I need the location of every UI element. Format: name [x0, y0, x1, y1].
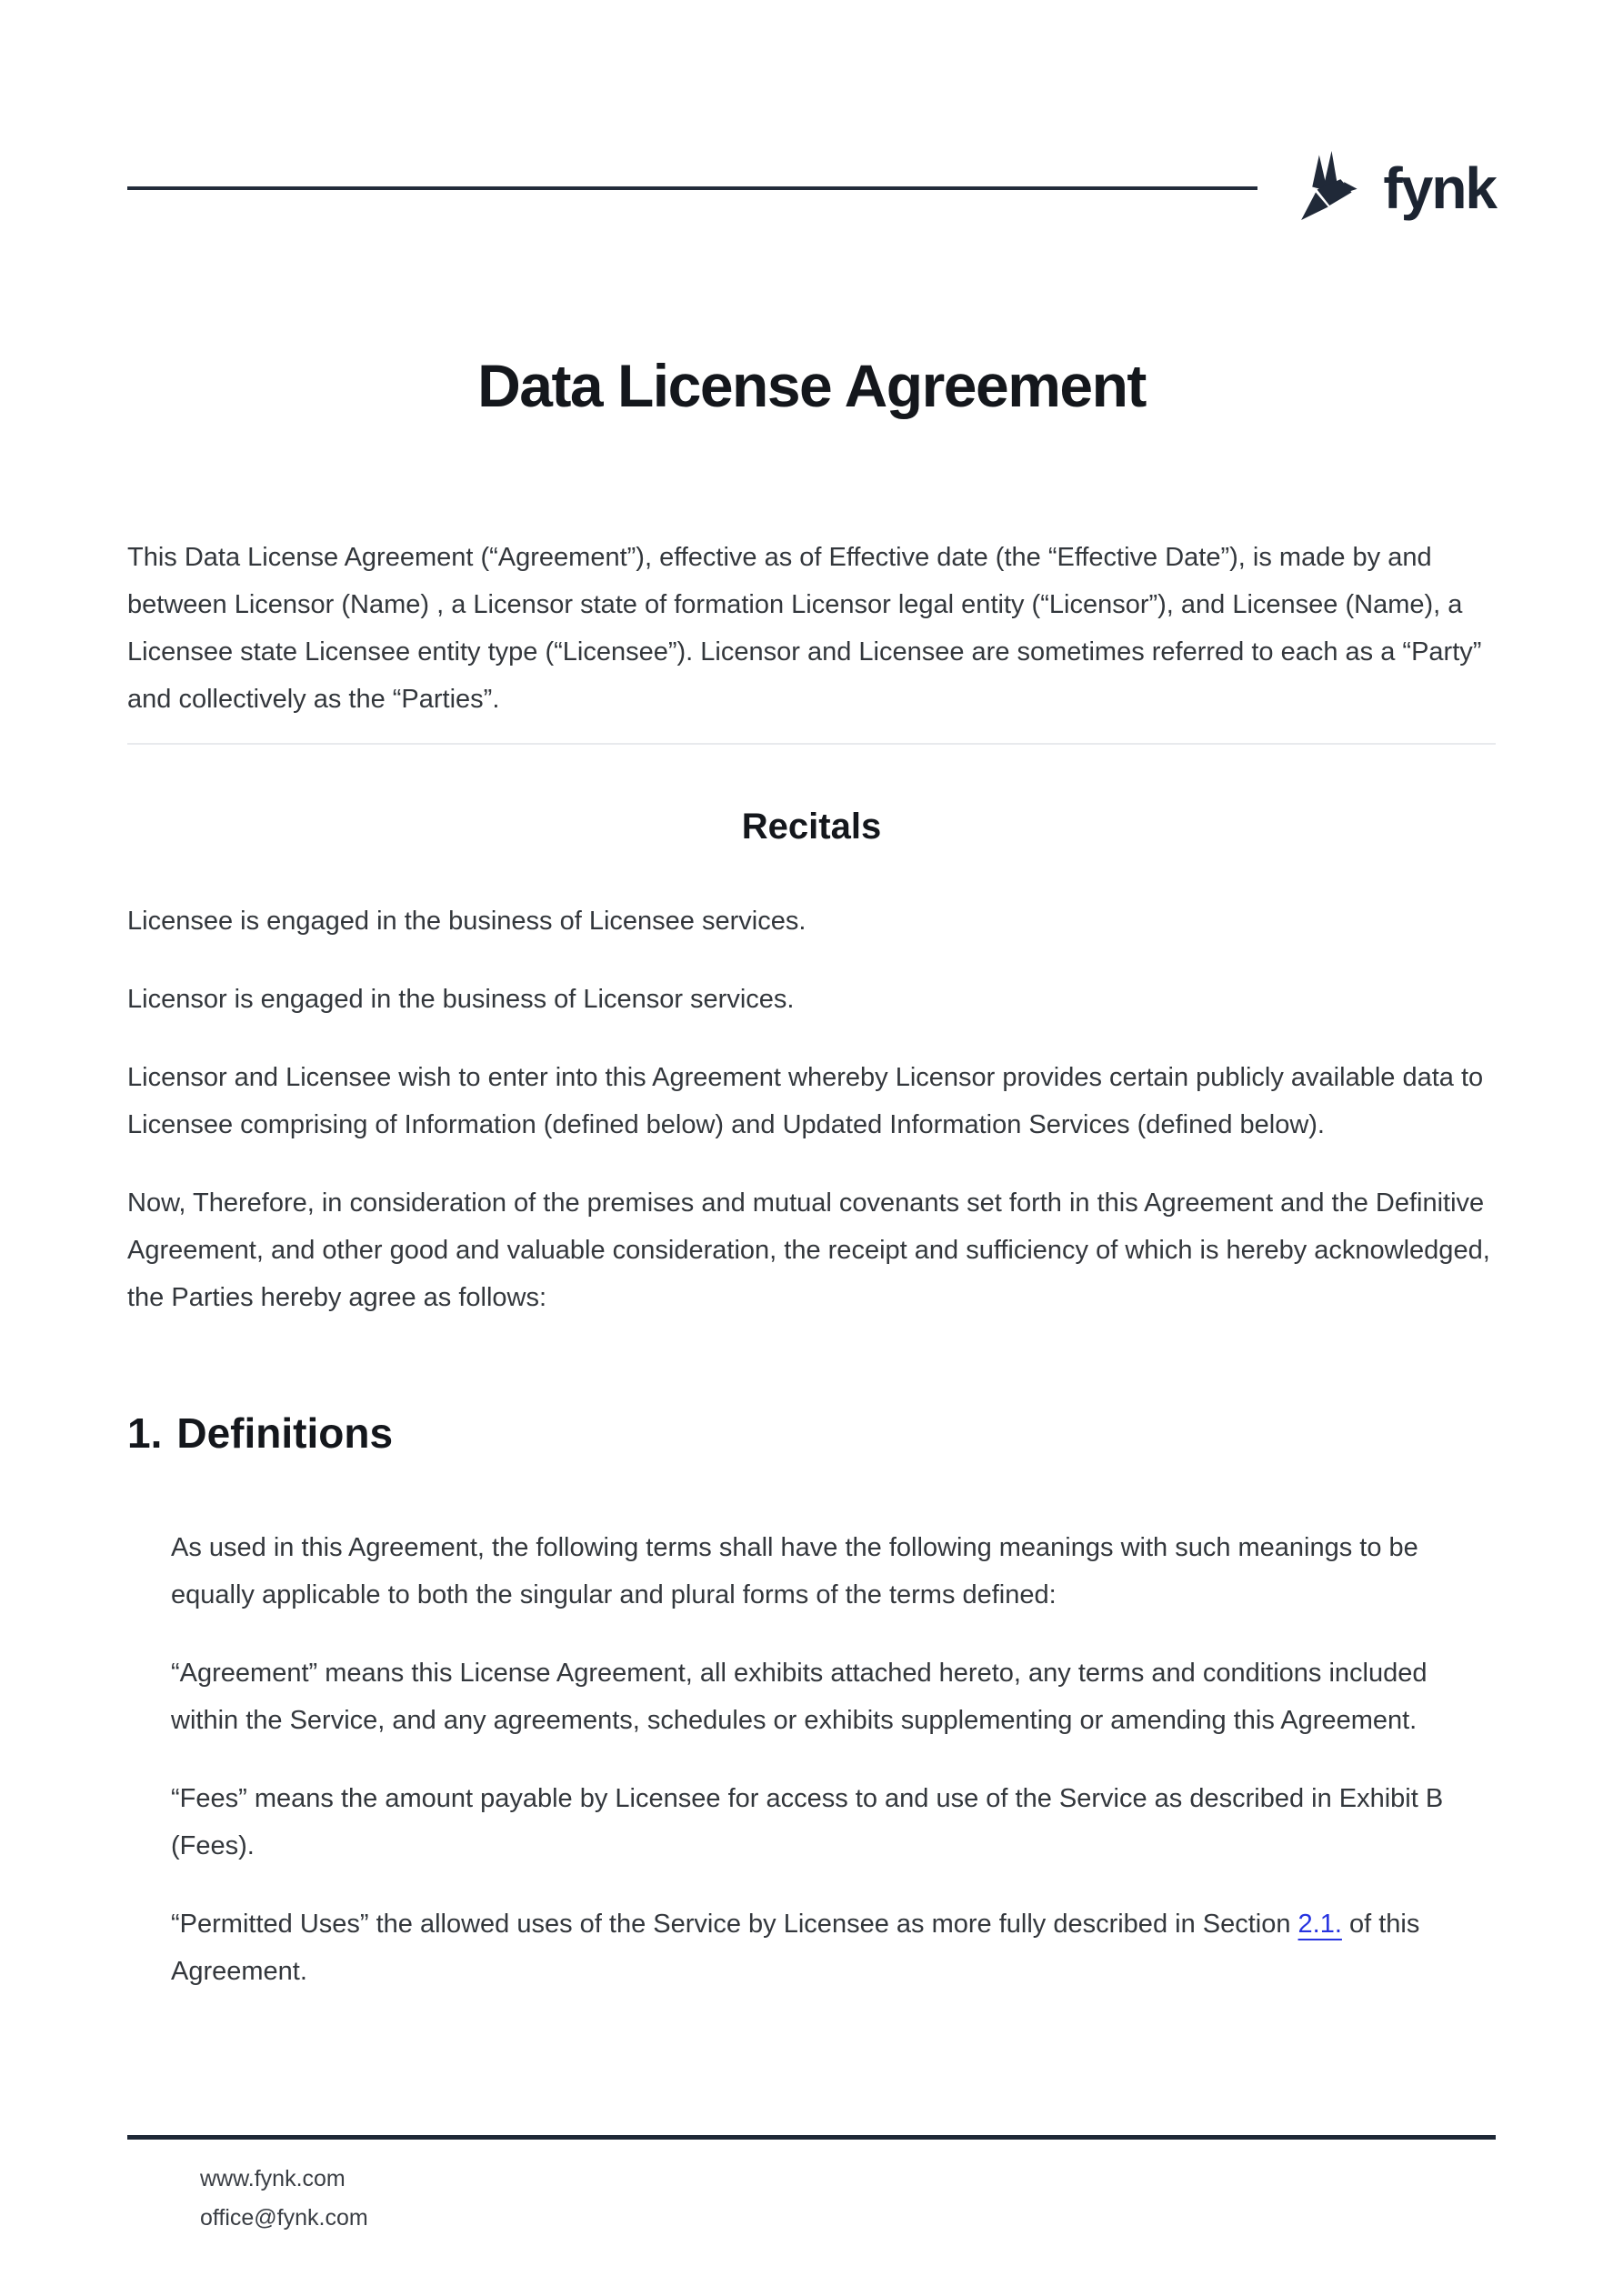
definitions-body — [127, 1524, 1496, 1995]
footer-website: www.fynk.com — [200, 2166, 346, 2191]
intro-paragraph: This Data License Agreement (“Agreement”), effective as of Effective date (the “Effective Date”), is made by and between Licensor (Name) , a Licensor state of formation Licensor legal entity (“Licensor”), and Licensee (Name), a Licensee state Licensee entity type (“Licensee”). Licensor and Licensee are sometimes referred to each as a “Party” and collectively as the “Parties”. — [127, 543, 1482, 714]
section-2-1-link[interactable]: 2.1. — [1297, 1910, 1342, 1939]
recital-paragraph: Licensor and Licensee wish to enter into this Agreement whereby Licensor provides certain publicly available data to Licensee comprising of Information (defined below) and Updated Information Services (defined below). — [127, 1063, 1484, 1139]
section-divider — [127, 743, 1496, 745]
document-content — [0, 145, 1623, 1995]
definitions-heading — [127, 1409, 1496, 1459]
permitted-uses-text-after: of this Agreement. — [171, 1910, 1420, 1986]
permitted-uses-text: “Permitted Uses” the allowed uses of the Service by Licensee as more fully described in Section — [171, 1910, 1298, 1939]
brand-logo — [1296, 145, 1496, 231]
definition-term-permitted-uses — [171, 1900, 1496, 1995]
definitions-heading-label: Definitions — [176, 1409, 394, 1457]
recital-paragraph: Licensor is engaged in the business of Licensor services. — [127, 985, 795, 1014]
document-title: Data License Agreement — [477, 352, 1146, 419]
page-header — [127, 145, 1496, 231]
definitions-section — [127, 1409, 1496, 1995]
footer-email: office@fynk.com — [200, 2205, 368, 2231]
definitions-intro: As used in this Agreement, the following terms shall have the following meanings with such meanings to be equally applicable to both the singular and plural forms of the terms defined: — [171, 1533, 1418, 1609]
origami-bird-icon — [1296, 145, 1365, 231]
recitals-section — [127, 805, 1496, 1321]
header-rule — [127, 186, 1257, 190]
definitions-number: 1. — [127, 1409, 163, 1457]
brand-wordmark: fynk — [1383, 155, 1496, 221]
definition-term-fees: “Fees” means the amount payable by Licensee for access to and use of the Service as described in Exhibit B (Fees). — [171, 1784, 1444, 1860]
recital-paragraph: Now, Therefore, in consideration of the premises and mutual covenants set forth in this Agreement and the Definitive Agreement, and other good and valuable consideration, the receipt and sufficiency of which is hereby acknowledged, the Parties hereby agree as follows: — [127, 1188, 1490, 1312]
recitals-heading: Recitals — [741, 807, 882, 847]
definition-term-agreement: “Agreement” means this License Agreement, all exhibits attached hereto, any terms and conditions included within the Service, and any agreements, schedules or exhibits supplementing or amending this Agreement. — [171, 1659, 1428, 1735]
recital-paragraph: Licensee is engaged in the business of Licensee services. — [127, 907, 806, 936]
page-footer — [127, 2135, 1496, 2238]
